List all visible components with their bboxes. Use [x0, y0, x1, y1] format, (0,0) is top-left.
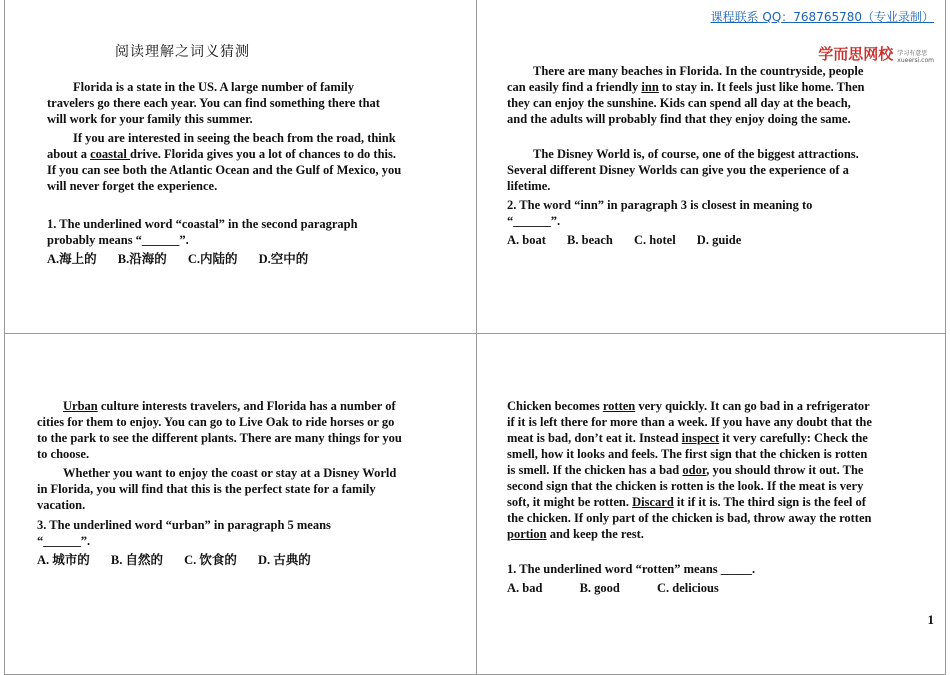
- option-c[interactable]: C. hotel: [634, 233, 676, 247]
- option-b[interactable]: B. good: [579, 581, 620, 595]
- passage-paragraph-1: Florida is a state in the US. A large number of family travelers go there each year. You can find something there that will work for your family this summer.: [47, 80, 380, 126]
- question-1-options: [47, 251, 427, 267]
- question-3-options: [37, 552, 417, 568]
- passage-paragraph-3: [507, 63, 872, 127]
- option-b[interactable]: B.沿海的: [117, 252, 167, 266]
- passage-paragraph-2: [47, 130, 402, 194]
- option-d[interactable]: D.空中的: [258, 252, 309, 266]
- underlined-word-rotten: rotten: [602, 399, 636, 413]
- xueersi-logo: [818, 43, 934, 64]
- passage-paragraph-6: Whether you want to enjoy the coast or stay at a Disney World in Florida, you will find that this is the perfect state for a family vacation.: [37, 466, 397, 512]
- text: it if it is. The third sign is the feel of the chicken. If only part of the chicken is bad, throw away the rotten: [507, 495, 872, 525]
- question-1-stem: 1. The underlined word “coastal” in the second paragraph probably means “______”.: [47, 217, 358, 247]
- text: culture interests travelers, and Florida has a number of cities for them to enjoy. You can go to Live Oak to ride horses or go to the park to see the different plants. There are many things for you to choose.: [37, 399, 402, 461]
- text: very quickly. It can go bad in a refrigerator if it is left there for more than a week. If you have any doubt that the meat is bad, don’t eat it. Instead: [507, 399, 872, 445]
- underlined-word-odor: odor: [682, 463, 707, 477]
- option-b[interactable]: B. 自然的: [110, 553, 163, 567]
- text: and keep the rest.: [546, 527, 644, 541]
- text: Chicken becomes: [507, 399, 603, 413]
- passage-paragraph-4: The Disney World is, of course, one of the biggest attractions. Several different Disney Worlds can give you the experience of a lifetime.: [507, 147, 859, 193]
- underlined-word-inspect: inspect: [681, 431, 720, 445]
- option-a[interactable]: A. 城市的: [37, 553, 90, 567]
- question-2-stem: 2. The word “inn” in paragraph 3 is closest in meaning to “______”.: [507, 198, 813, 228]
- question-3-stem: 3. The underlined word “urban” in paragraph 5 means “______”.: [37, 518, 331, 548]
- logo-main: 学而思网校: [818, 45, 894, 63]
- underlined-word-urban: Urban: [63, 399, 98, 413]
- option-b[interactable]: B. beach: [567, 233, 613, 247]
- underlined-word-coastal: coastal: [90, 147, 131, 161]
- option-d[interactable]: D. 古典的: [258, 553, 311, 567]
- text: to stay in. It feels just like home. Then they can enjoy the sunshine. Kids can spend all day at the beach, and the adults will probably find that they enjoy doing the same.: [507, 80, 865, 126]
- option-c[interactable]: C.内陆的: [187, 252, 238, 266]
- passage-paragraph-7: [507, 398, 872, 542]
- underlined-word-portion: portion: [507, 527, 547, 541]
- option-d[interactable]: D. guide: [696, 233, 742, 247]
- question-2-options: [507, 232, 867, 248]
- text: , you should throw it out. The second sign that the chicken is rotten is the look. If the meat is very soft, it might be rotten.: [507, 463, 864, 509]
- page-number: 1: [927, 612, 934, 627]
- option-a[interactable]: A.海上的: [47, 252, 97, 266]
- underlined-word-inn: inn: [641, 80, 659, 94]
- option-a[interactable]: A. boat: [507, 233, 546, 247]
- text: There are many beaches in Florida. In the countryside, people can easily find a friendly: [507, 64, 864, 94]
- page-title: 阅读理解之词义猜测: [115, 44, 250, 60]
- option-c[interactable]: C. 饮食的: [184, 553, 237, 567]
- logo-side: [897, 50, 934, 64]
- underlined-word-discard: Discard: [632, 495, 674, 509]
- text: it very carefully: Check the smell, how it looks and feels. The first sign that the chicken is rotten is smell. If the chicken has a bad: [507, 431, 868, 477]
- question-4-stem: 1. The underlined word “rotten” means _____.: [507, 562, 756, 576]
- contact-link[interactable]: 课程联系 QQ：768765780（专业录制）: [710, 10, 934, 24]
- passage-paragraph-5: [37, 398, 402, 462]
- logo-tagline: 学习有意思: [897, 50, 928, 57]
- option-a[interactable]: A. bad: [507, 581, 543, 595]
- question-4-options: [507, 580, 867, 596]
- logo-domain: xueersi.com: [897, 57, 934, 64]
- text: If you are interested in seeing the beach from the road, think about a: [47, 131, 396, 161]
- text: drive. Florida gives you a lot of chances to do this. If you can see both the Atlantic Ocean and the Gulf of Mexico, you will never forget the experience.: [47, 147, 402, 193]
- option-c[interactable]: C. delicious: [656, 581, 719, 595]
